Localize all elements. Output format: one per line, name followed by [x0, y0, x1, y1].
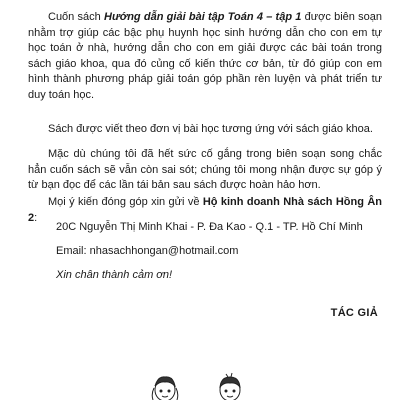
boy-figure: [220, 373, 240, 400]
publisher-name: Hộ kinh doanh Nhà sách Hồng Ân 2: [28, 196, 382, 224]
book-title: Hướng dẫn giải bài tập Toán 4 – tập 1: [104, 11, 302, 23]
publisher-email: Email: nhasachhongan@hotmail.com: [56, 245, 239, 257]
contact-suffix: :: [34, 211, 38, 224]
publisher-address: 20C Nguyễn Thị Minh Khai - P. Đa Kao - Q.1 - TP. Hồ Chí Minh: [56, 221, 363, 233]
girl-figure: [152, 377, 178, 400]
structure-note: Sách được viết theo đơn vị bài học tương ứng với sách giáo khoa.: [48, 123, 373, 135]
intro-prefix: Cuốn sách: [48, 11, 105, 23]
author-signature: TÁC GIẢ: [330, 307, 378, 319]
children-reading-illustration: [140, 368, 260, 400]
apology-paragraph: Mặc dù chúng tôi đã hết sức cố gắng trong biên soạn song chắc hẳn cuốn sách sẽ vẫn còn sai sót; chúng tôi mong nhận được sự góp ý từ bạn đọc để các lần tái bản sau sách được hoàn hảo hơn.: [28, 148, 382, 191]
thanks-line: Xin chân thành cảm ơn!: [56, 269, 173, 281]
intro-suffix: được biên soạn nhằm trợ giúp các bậc phụ huynh học sinh hướng dẫn cho con em tự học toán ở nhà, hướng dẫn cho con em giải được các bài toán trong sách giáo khoa, qua đó củng cố kiến thức cơ bản, từ đó giúp con em hình thành phương pháp giải toán góp phần rèn luyện và phát triển tư duy toán học.: [28, 11, 382, 101]
contact-prefix: Mọi ý kiến đóng góp xin gửi về: [48, 196, 203, 208]
intro-paragraph: [28, 10, 382, 103]
